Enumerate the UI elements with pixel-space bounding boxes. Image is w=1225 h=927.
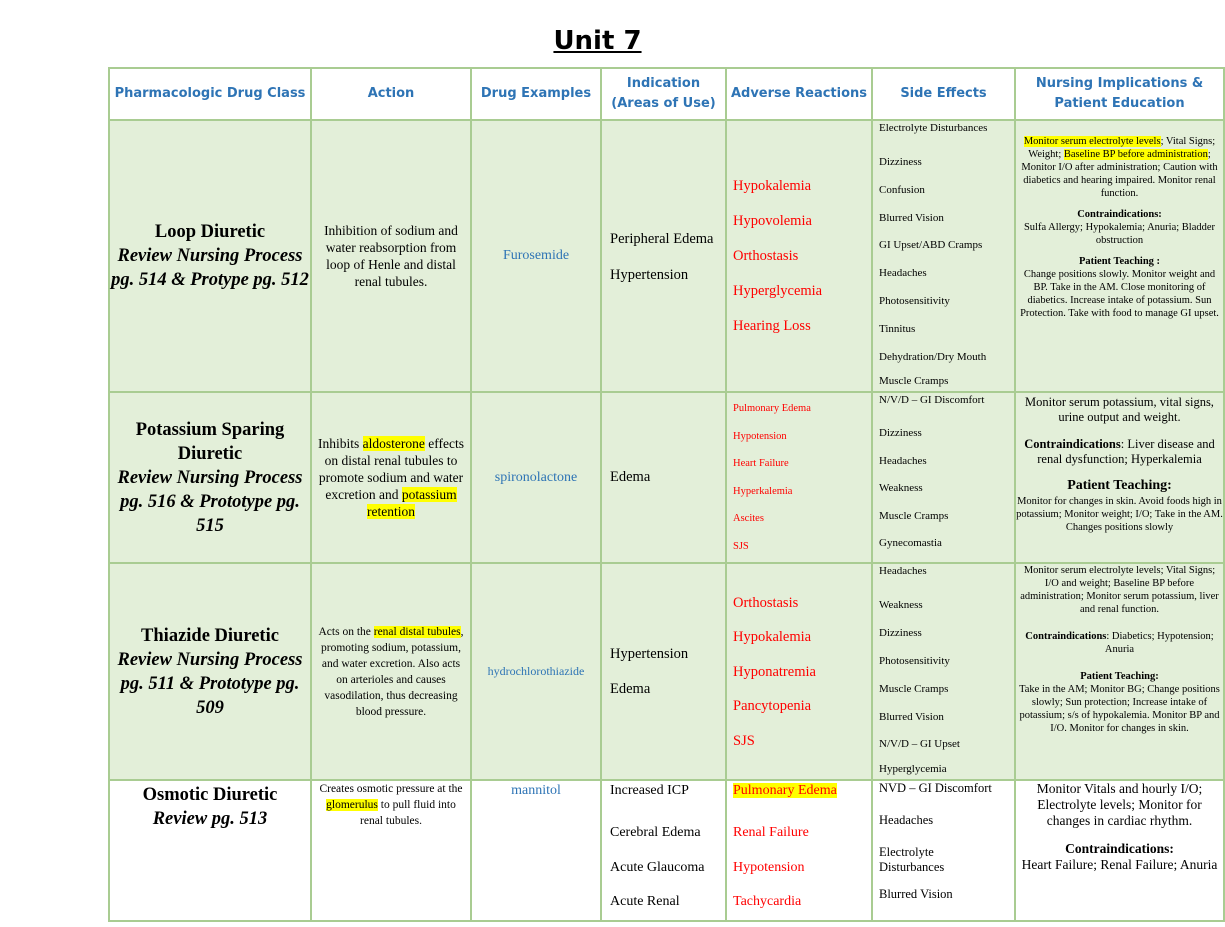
- indication-cell: [601, 563, 726, 780]
- side-effect-item: Tinnitus: [879, 322, 916, 335]
- adverse-item: [733, 781, 871, 801]
- side-effect-item: Confusion: [879, 183, 925, 196]
- indication-item: Acute Glaucoma: [610, 859, 705, 875]
- table-row: [109, 563, 1224, 780]
- contraindications-text: : Liver disease and renal dysfunction; Hyperkalemia: [1037, 437, 1215, 467]
- action-part: , promoting sodium, potassium, and water excretion. Also acts on arterioles and causes vasodilation, thus decreasing blood pressure.: [321, 625, 464, 718]
- action-highlight: renal distal tubules: [373, 625, 461, 638]
- drug-class-name: Thiazide Diuretic: [141, 625, 279, 646]
- drug-example: spironolactone: [471, 392, 601, 563]
- side-effect-item: Dizziness: [879, 427, 922, 440]
- contraindications-text: Sulfa Allergy; Hypokalemia; Anuria; Bladder obstruction: [1023, 222, 1216, 246]
- indication-item: Cerebral Edema: [610, 825, 701, 841]
- patient-teaching-text: Change positions slowly. Monitor weight and BP. Take in the AM. Close monitoring of diabetics. Increase intake of potassium. Sun Protection. Take with food to manage GI upset.: [1020, 269, 1219, 319]
- patient-teaching: [1016, 477, 1223, 534]
- drug-class-review: Review Nursing Process pg. 511 & Prototype pg. 509: [117, 649, 303, 718]
- contraindications-text: : Diabetics; Hypotension; Anuria: [1104, 631, 1214, 656]
- adverse-cell: [726, 120, 872, 392]
- patient-teaching-text: Take in the AM; Monitor BG; Change positions slowly; Sun protection; Increase intake of potassium; s/s of hypokalemia. Monitor BP and I/O. Monitor for changes in skin.: [1019, 684, 1220, 735]
- drug-example: mannitol: [471, 780, 601, 921]
- adverse-item: Hypotension: [733, 430, 787, 442]
- side-effect-item: Weakness: [879, 599, 923, 612]
- adverse-cell: [726, 392, 872, 563]
- side-effect-item: Headaches: [879, 454, 927, 467]
- header-drug-class: Pharmacologic Drug Class: [109, 68, 311, 120]
- side-effect-item: Blurred Vision: [879, 887, 953, 902]
- side-effect-item: Weakness: [879, 482, 923, 495]
- contraindications-label: Contraindications: [1025, 631, 1107, 643]
- side-effect-item: Muscle Cramps: [879, 509, 949, 522]
- action-highlight: glomerulus: [326, 799, 378, 812]
- side-effect-item: Muscle Cramps: [879, 375, 949, 388]
- nursing-cell: [1015, 780, 1224, 921]
- indication-item: Hypertension: [610, 645, 689, 662]
- drug-class-cell: [109, 780, 311, 921]
- side-effect-item: Gynecomastia: [879, 537, 942, 550]
- nursing-part: ; Monitor I/O after administration; Caution with diabetics and hearing impaired. Monitor renal function.: [1021, 149, 1218, 199]
- side-effect-item: Headaches: [879, 565, 927, 578]
- action-part: Inhibits: [318, 436, 363, 452]
- adverse-item: Hypovolemia: [733, 212, 812, 229]
- adverse-item: Hyperglycemia: [733, 282, 823, 299]
- adverse-item: Hyponatremia: [733, 663, 816, 680]
- indication-item: Increased ICP: [610, 783, 689, 799]
- contraindications: [1016, 841, 1223, 873]
- contraindications-label: Contraindications:: [1077, 209, 1162, 220]
- adverse-item: Pulmonary Edema: [733, 403, 811, 415]
- drug-example: hydrochlorothiazide: [471, 563, 601, 780]
- side-effect-item: Blurred Vision: [879, 710, 944, 723]
- nursing-cell: [1015, 563, 1224, 780]
- adverse-item: Hearing Loss: [733, 317, 811, 334]
- action-part: Acts on the: [318, 625, 374, 638]
- side-effect-item: Dizziness: [879, 156, 922, 168]
- side-effect-item: Muscle Cramps: [879, 682, 949, 695]
- header-nursing-implications: Nursing Implications & Patient Education: [1015, 68, 1224, 120]
- side-effect-item: Blurred Vision: [879, 211, 944, 224]
- action-highlight: potassium retention: [367, 487, 457, 520]
- nursing-cell: [1015, 392, 1224, 563]
- contraindications: [1016, 630, 1223, 656]
- side-effect-item: Electrolyte Disturbances: [879, 845, 945, 875]
- indication-item: Edema: [610, 469, 651, 486]
- side-effect-item: NVD – GI Discomfort: [879, 781, 992, 796]
- drug-table: [108, 67, 1225, 922]
- side-effect-item: Dizziness: [879, 627, 922, 640]
- side-effects-cell: [872, 392, 1015, 563]
- patient-teaching-text: Monitor for changes in skin. Avoid foods high in potassium; Monitor weight; I/O; Take in the AM. Changes positions slowly: [1016, 496, 1223, 534]
- drug-class-cell: [109, 120, 311, 392]
- header-drug-examples: Drug Examples: [471, 68, 601, 120]
- adverse-item: Ascites: [733, 513, 764, 525]
- drug-class-review: Review Nursing Process pg. 514 & Protype pg. 512: [111, 246, 309, 291]
- action-cell: [311, 563, 471, 780]
- indication-cell: [601, 392, 726, 563]
- patient-teaching: [1016, 670, 1223, 735]
- action-highlight: aldosterone: [362, 436, 425, 452]
- drug-class-name: Potassium Sparing Diuretic: [135, 419, 285, 464]
- header-indication: Indication (Areas of Use): [601, 68, 726, 120]
- contraindications: [1016, 208, 1223, 247]
- indication-item: Hypertension: [610, 266, 689, 283]
- patient-teaching: [1016, 255, 1223, 320]
- indication-cell: [601, 120, 726, 392]
- drug-class-cell: [109, 392, 311, 563]
- adverse-highlight: Pulmonary Edema: [733, 783, 837, 799]
- header-side-effects: Side Effects: [872, 68, 1015, 120]
- table-row: [109, 780, 1224, 921]
- indication-cell: [601, 780, 726, 921]
- nursing-cell: [1015, 120, 1224, 392]
- side-effects-cell: [872, 120, 1015, 392]
- table-row: [109, 120, 1224, 392]
- adverse-item: SJS: [733, 540, 749, 552]
- patient-teaching-label: Patient Teaching:: [1080, 671, 1159, 683]
- adverse-item: Hypokalemia: [733, 629, 812, 646]
- adverse-item: Tachycardia: [733, 894, 802, 910]
- indication-item: Edema: [610, 680, 651, 697]
- nursing-highlight: Monitor serum electrolyte levels: [1023, 136, 1161, 147]
- side-effect-item: Headaches: [879, 267, 927, 280]
- table-row: [109, 392, 1224, 563]
- adverse-item: Renal Failure: [733, 825, 809, 841]
- adverse-item: Orthostasis: [733, 594, 799, 611]
- drug-class-name: Osmotic Diuretic: [142, 785, 278, 806]
- side-effect-item: GI Upset/ABD Cramps: [879, 239, 983, 252]
- nursing-part: ; Vital Signs; Weight;: [1028, 136, 1216, 160]
- adverse-item: Hypotension: [733, 859, 805, 875]
- drug-class-name: Loop Diuretic: [154, 222, 266, 243]
- nursing-highlight: Baseline BP before administration: [1063, 149, 1208, 160]
- indication-item: Peripheral Edema: [610, 230, 714, 247]
- header-action: Action: [311, 68, 471, 120]
- patient-teaching-label: Patient Teaching:: [1067, 478, 1172, 494]
- adverse-cell: [726, 563, 872, 780]
- side-effect-item: Photosensitivity: [879, 654, 950, 667]
- contraindications-label: Contraindications:: [1065, 841, 1174, 857]
- adverse-item: Orthostasis: [733, 247, 799, 264]
- action-cell: Inhibition of sodium and water reabsorption from loop of Henle and distal renal tubules.: [311, 120, 471, 392]
- header-row: [109, 68, 1224, 120]
- drug-table-container: [108, 67, 1223, 910]
- action-cell: [311, 780, 471, 921]
- action-part: to pull fluid into renal tubules.: [360, 799, 456, 828]
- contraindications: [1016, 437, 1223, 467]
- nursing-text: Monitor serum potassium, vital signs, urine output and weight.: [1025, 395, 1214, 425]
- side-effect-item: N/V/D – GI Discomfort: [879, 394, 985, 407]
- adverse-item: Hypokalemia: [733, 177, 812, 194]
- drug-class-review: Review Nursing Process pg. 516 & Prototype pg. 515: [117, 467, 303, 536]
- side-effect-item: Headaches: [879, 813, 934, 828]
- nursing-text: Monitor serum electrolyte levels; Vital Signs; I/O and weight; Baseline BP before administration; Monitor serum potassium, liver and renal function.: [1020, 565, 1219, 616]
- contraindications-text: Heart Failure; Renal Failure; Anuria: [1021, 857, 1218, 873]
- side-effect-item: N/V/D – GI Upset: [879, 738, 960, 751]
- side-effects-cell: [872, 780, 1015, 921]
- adverse-item: Hyperkalemia: [733, 485, 793, 497]
- side-effect-item: Electrolyte Disturbances: [879, 122, 988, 134]
- side-effect-item: Dehydration/Dry Mouth: [879, 350, 987, 363]
- page-title: Unit 7: [553, 26, 642, 56]
- nursing-text: [1016, 135, 1223, 200]
- action-cell: [311, 392, 471, 563]
- adverse-item: Pancytopenia: [733, 698, 812, 715]
- action-part: Creates osmotic pressure at the: [319, 783, 463, 796]
- adverse-item: Heart Failure: [733, 458, 789, 470]
- indication-item: Acute Renal: [610, 894, 680, 910]
- drug-example: Furosemide: [471, 120, 601, 392]
- side-effect-item: Photosensitivity: [879, 294, 950, 307]
- contraindications-label: Contraindications: [1024, 437, 1121, 452]
- drug-class-cell: [109, 563, 311, 780]
- side-effects-cell: [872, 563, 1015, 780]
- header-adverse-reactions: Adverse Reactions: [726, 68, 872, 120]
- nursing-text: Monitor Vitals and hourly I/O; Electrolyte levels; Monitor for changes in cardiac rhythm.: [1036, 781, 1203, 829]
- drug-class-review: Review pg. 513: [152, 809, 268, 830]
- adverse-cell: [726, 780, 872, 921]
- action-part: effects on distal renal tubules to promote sodium and water excretion and: [318, 436, 464, 503]
- adverse-item: SJS: [733, 732, 755, 749]
- patient-teaching-label: Patient Teaching :: [1078, 256, 1161, 267]
- side-effect-item: Hyperglycemia: [879, 763, 947, 776]
